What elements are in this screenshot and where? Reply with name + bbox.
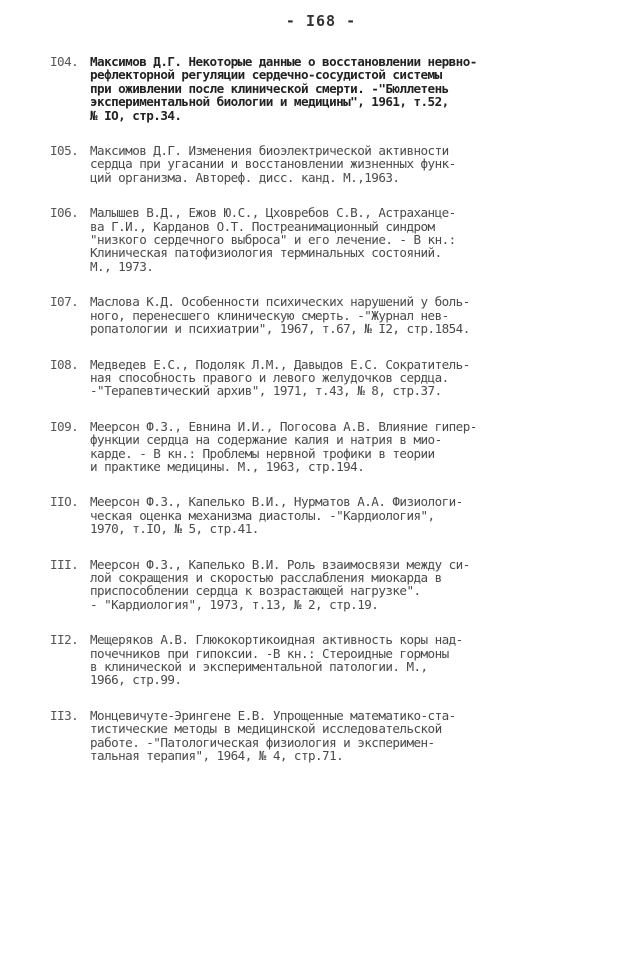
entry-number: I05. xyxy=(50,143,79,159)
bibliography-entry xyxy=(50,709,595,763)
bibliography-list xyxy=(50,55,595,784)
entry-text: Мещеряков А.В. Глюкокортикоидная активность коры над- почечников при гипоксии. -В кн.: Стероидные гормоны в клинической и экспериментальной патологии. М., 1966, стр.99. xyxy=(90,632,463,688)
page-number: - I68 - xyxy=(285,12,357,30)
entry-number: III. xyxy=(50,556,79,572)
entry-number: I07. xyxy=(50,294,79,310)
entry-number: I04. xyxy=(50,54,79,69)
entry-number: II2. xyxy=(50,632,79,648)
bibliography-entry xyxy=(50,144,595,184)
entry-number: I06. xyxy=(50,205,79,221)
bibliography-entry xyxy=(50,633,595,687)
entry-number: I09. xyxy=(50,418,79,434)
entry-text: Меерсон Ф.З., Капелько В.И., Нурматов А.А. Физиологи- ческая оценка механизма диастолы. -"Кардиология", 1970, т.IO, № 5, стр.41. xyxy=(90,494,463,537)
bibliography-entry xyxy=(50,55,595,122)
bibliography-entry xyxy=(50,558,595,612)
entry-text: Медведев Е.С., Подоляк Л.М., Давыдов Е.С. Сократитель- ная способность правого и левого желудочков сердца. -"Терапевтический архив", 1971, т.43, № 8, стр.37. xyxy=(90,356,470,399)
entry-text: Максимов Д.Г. Изменения биоэлектрической активности сердца при угасании и восстановлении жизненных функ- ций организма. Автореф. дисс. канд. М.,1963. xyxy=(90,143,456,185)
bibliography-entry xyxy=(50,420,595,474)
entry-text: Маслова К.Д. Особенности психических нарушений у боль- ного, перенесшего клиническую смерть. -"Журнал нев- ропатологии и психиатрии", 1967, т.67, № I2, стр.1854. xyxy=(90,294,470,337)
entry-text: Малышев В.Д., Ежов Ю.С., Цховребов С.В., Астраханце- ва Г.И., Карданов О.Т. Постреанимационный синдром "низкого сердечного выброса" и его лечение. - В кн.: Клиническая патофизиология терминальных состояний. М., 1973. xyxy=(90,205,456,274)
entry-text: Монцевичуте-Эрингене Е.В. Упрощенные математико-ста- тистические методы в медицинской исследовательской работе. -"Патологическая физиология и эксперимен- тальная терапия", 1964, № 4, стр.71. xyxy=(90,707,456,764)
bibliography-entry xyxy=(50,358,595,398)
bibliography-entry xyxy=(50,206,595,273)
bibliography-entry xyxy=(50,495,595,535)
entry-number: II3. xyxy=(50,707,79,723)
entry-text: Меерсон Ф.З., Евнина И.И., Погосова А.В. Влияние гипер- функции сердца на содержание калия и натрия в мио- карде. - В кн.: Проблемы нервной трофики в теории и практике медицины. М., 1963, стр.194. xyxy=(90,418,477,474)
entry-text: Меерсон Ф.З., Капелько В.И. Роль взаимосвязи между си- лой сокращения и скоростью расслабления миокарда в приспособлении сердца к возрастающей нагрузке". - "Кардиология", 1973, т.13, № 2, стр.19. xyxy=(90,556,470,612)
entry-text: Максимов Д.Г. Некоторые данные о восстановлении нервно- рефлекторной регуляции сердечно-сосудистой системы при оживлении после клинической смерти. -"Бюллетень экспериментальной биологии и медицины", 1961, т.52, № IO, стр.34. xyxy=(90,54,477,123)
entry-number: IIO. xyxy=(50,494,79,510)
bibliography-entry xyxy=(50,295,595,335)
entry-number: I08. xyxy=(50,356,79,372)
